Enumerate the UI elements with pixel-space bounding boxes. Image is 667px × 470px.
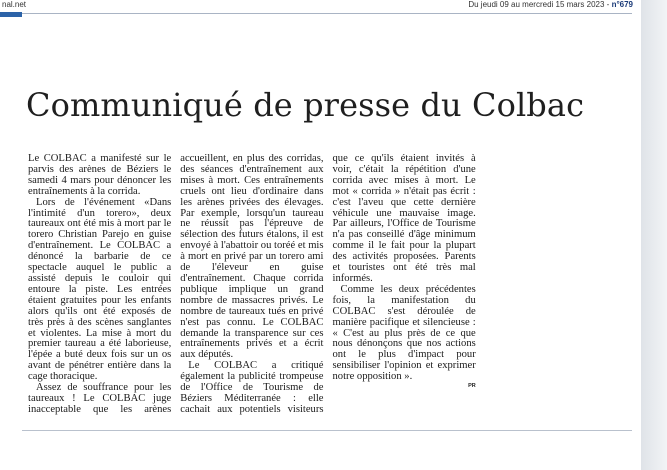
article-paragraph: Le COLBAC a manifesté sur le parvis des arènes de Béziers le samedi 4 mars pour dénoncer les entraînements à la corrida.: [28, 153, 172, 197]
article-paragraph: Assez de souffrance pour les taureaux ! Le COLBAC juge inacceptable que les arènes accueillent, en plus des corridas, des séances d'entraînement aux mises à mort. Ces entraînements cruels ont lieu d'ordinaire dans les arènes privées des élevages. Par exemple, lorsqu'un taureau ne réussit pas l'épreuve de sélection des futurs étalons, il est envoyé à l'abattoir ou toréé et mis à mort en privé par un torero ami de l'éleveur en guise d'entraînement. Chaque corrida publique implique un grand nombre de massacres privés. Le nombre de taureaux tués en privé n'est pas connu. Le COLBAC demande la transparence sur ces entraînements privés et a écrit aux députés.: [28, 153, 324, 415]
article-paragraph: Comme les deux précédentes fois, la manifestation du COLBAC s'est déroulée de manière pacifique et silencieuse : « C'est au plus près de ce que nous dénonçons que nos actions ont le plus d'impact pour sensibiliser l'opinion et exprimer notre opposition ».: [332, 283, 476, 383]
issue-number: n°679: [611, 0, 633, 9]
article-title: Communiqué de presse du Colbac: [26, 86, 585, 124]
page-header: [0, 0, 641, 12]
author-signature: PR: [468, 383, 476, 390]
article-paragraph: Le COLBAC a critiqué également la publicité trompeuse de l'Office de Tourisme de Béziers Méditerranée : elle cachait aux potentiels visiteurs que ce qu'ils étaient invités à voir, c'était la répétition d'une corrida avec mises à mort. Le mot « corrida » n'était pas écrit : c'est l'aveu que cette dernière véhicule une mauvaise image. Par ailleurs, l'Office de Tourisme n'a pas conseillé d'âge minimum comme il le fait pour la plupart des activités proposées. Parents et touristes ont été très mal informés.: [180, 153, 476, 415]
article-body: [28, 154, 628, 422]
issue-info: [468, 0, 633, 11]
site-url: nal.net: [2, 0, 27, 9]
footer-rule: [22, 430, 632, 431]
header-rule: [22, 13, 632, 14]
viewer-background-edge: [641, 0, 667, 470]
issue-dates: Du jeudi 09 au mercredi 15 mars 2023 -: [468, 0, 610, 9]
article-paragraph: Lors de l'événement «Dans l'intimité d'un torero», deux taureaux ont été mis à mort par le torero Christian Parejo en guise d'entraînement. Le COLBAC a dénoncé la barbarie de ce spectacle auquel le public a assisté depuis le couloir qui entoure la piste. Les entrées étaient gratuites pour les enfants alors qu'ils ont été exposés de très près à des scènes sanglantes et violentes. La mise à mort du premier taureau a été laborieuse, l'épée a buté deux fois sur un os avant de pénétrer entière dans la cage thoracique.: [28, 196, 172, 383]
header-accent-bar: [0, 12, 22, 17]
